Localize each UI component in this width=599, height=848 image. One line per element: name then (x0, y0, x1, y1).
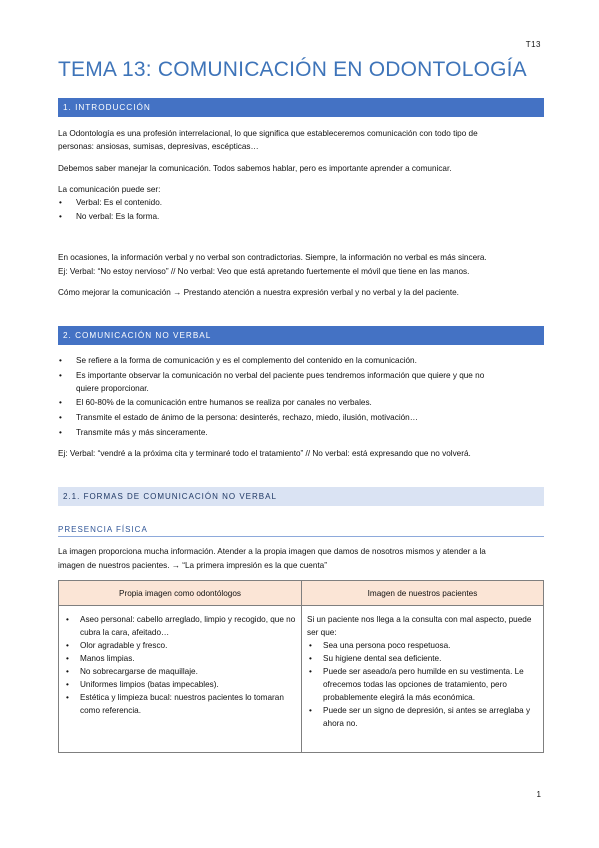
table-header-cell: Imagen de nuestros pacientes (302, 581, 544, 606)
paragraph-line: La imagen proporciona mucha información. Atender a la propia imagen que damos de nosotros mismos y atender a la (58, 547, 486, 556)
table-cell (302, 606, 544, 753)
section-header-label: 1. INTRODUCCIÓN (63, 103, 151, 112)
list-item: • El 60-80% de la comunicación entre humanos se realiza por canales no verbales. (76, 396, 372, 409)
comparison-table (58, 580, 544, 753)
list-item: • No sobrecargarse de maquillaje. (64, 665, 296, 678)
paragraph: La comunicación puede ser: (58, 185, 161, 194)
subsection-header-formas (58, 487, 544, 506)
list-item: • No verbal: Es la forma. (76, 210, 159, 223)
list-item: • Transmite el estado de ánimo de la persona: desinterés, rechazo, miedo, ilusión, motivación… (76, 411, 418, 424)
page-number: 1 (536, 790, 541, 799)
list-item: • Se refiere a la forma de comunicación y es el complemento del contenido en la comunicación. (76, 354, 417, 367)
section-header-comunicacion-no-verbal (58, 326, 544, 345)
list-item: • Sea una persona poco respetuosa. (307, 639, 538, 652)
table-header-cell: Propia imagen como odontólogos (59, 581, 302, 606)
paragraph-line: La Odontología es una profesión interrelacional, lo que significa que estableceremos comunicación con todo tipo de (58, 129, 478, 138)
subheading-divider (58, 536, 544, 537)
list-item: • Puede ser aseado/a pero humilde en su vestimenta. Le ofrecemos todas las opciones de tratamiento, pero probablemente elegirá la más económica. (307, 665, 538, 704)
paragraph-line: personas: ansiosas, sumisas, depresivas, escépticas… (58, 142, 259, 151)
table-row (59, 606, 544, 753)
list-item: • Estética y limpieza bucal: nuestros pacientes lo tomaran como referencia. (64, 691, 296, 717)
bullet-list (307, 639, 538, 730)
subheading-presencia-fisica: PRESENCIA FÍSICA (58, 525, 148, 534)
list-item: • Su higiene dental sea deficiente. (307, 652, 538, 665)
paragraph: Debemos saber manejar la comunicación. Todos sabemos hablar, pero es importante aprender a comunicar. (58, 164, 452, 173)
paragraph: Ej: Verbal: “vendré a la próxima cita y terminaré todo el tratamiento” // No verbal: está expresando que no volverá. (58, 449, 471, 458)
list-item: • Olor agradable y fresco. (64, 639, 296, 652)
page-title: TEMA 13: COMUNICACIÓN EN ODONTOLOGÍA (58, 58, 527, 81)
document-code: T13 (525, 40, 541, 49)
list-item: • Es importante observar la comunicación no verbal del paciente pues tendremos información que quiere y que no (76, 369, 484, 382)
paragraph-line: imagen de nuestros pacientes. → “La primera impresión es la que cuenta” (58, 561, 327, 570)
list-item: • Verbal: Es el contenido. (76, 196, 162, 209)
list-item: • Manos limpias. (64, 652, 296, 665)
paragraph-line: Ej: Verbal: “No estoy nervioso” // No verbal: Veo que está apretando fuertemente el móvil que tiene en las manos. (58, 267, 470, 276)
list-item: • Aseo personal: cabello arreglado, limpio y recogido, que no cubra la cara, afeitado… (64, 613, 296, 639)
list-item: • Puede ser un signo de depresión, si antes se arreglaba y ahora no. (307, 704, 538, 730)
list-item: • Transmite más y más sinceramente. (76, 426, 208, 439)
subsection-header-label: 2.1. FORMAS DE COMUNICACIÓN NO VERBAL (63, 492, 277, 501)
section-header-introduccion (58, 98, 544, 117)
list-item-continuation: quiere proporcionar. (76, 384, 149, 393)
paragraph: Cómo mejorar la comunicación → Prestando atención a nuestra expresión verbal y no verbal y la del paciente. (58, 288, 459, 297)
table-cell (59, 606, 302, 753)
list-item: • Uniformes limpios (batas impecables). (64, 678, 296, 691)
paragraph-line: En ocasiones, la información verbal y no verbal son contradictorias. Siempre, la información no verbal es más sincera. (58, 253, 487, 262)
table-header-row (59, 581, 544, 606)
section-header-label: 2. COMUNICACIÓN NO VERBAL (63, 331, 212, 340)
cell-intro: Si un paciente nos llega a la consulta con mal aspecto, puede ser que: (307, 615, 532, 637)
bullet-list (64, 613, 296, 717)
